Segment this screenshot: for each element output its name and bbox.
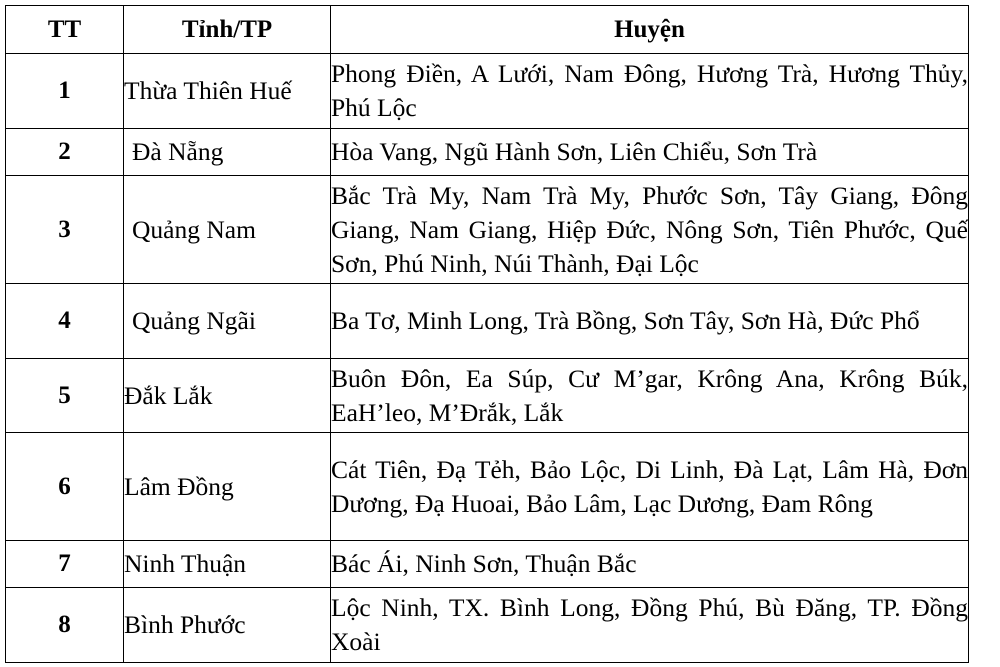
table-row (6, 433, 969, 541)
row-number: 4 (6, 284, 124, 359)
table-row (6, 284, 969, 359)
header-tt: TT (6, 6, 124, 54)
row-number: 7 (6, 541, 124, 588)
row-number: 6 (6, 433, 124, 541)
district-table (5, 5, 969, 663)
province-name: Đà Nẵng (124, 129, 331, 176)
table-row (6, 129, 969, 176)
row-number: 3 (6, 176, 124, 284)
header-district: Huyện (331, 6, 969, 54)
district-list: Buôn Đôn, Ea Súp, Cư M’gar, Krông Ana, Krông Búk, EaH’leo, M’Đrắk, Lắk (331, 359, 969, 433)
table-row (6, 54, 969, 129)
table-row (6, 359, 969, 433)
header-row (6, 6, 969, 54)
row-number: 8 (6, 588, 124, 663)
table-row (6, 176, 969, 284)
province-name: Bình Phước (124, 588, 331, 663)
province-name: Quảng Nam (124, 176, 331, 284)
table-row (6, 588, 969, 663)
district-list: Bác Ái, Ninh Sơn, Thuận Bắc (331, 541, 969, 588)
district-list: Phong Điền, A Lưới, Nam Đông, Hương Trà, Hương Thủy, Phú Lộc (331, 54, 969, 129)
province-name: Quảng Ngãi (124, 284, 331, 359)
district-list: Cát Tiên, Đạ Tẻh, Bảo Lộc, Di Linh, Đà Lạt, Lâm Hà, Đơn Dương, Đạ Huoai, Bảo Lâm, Lạc Dương, Đam Rông (331, 433, 969, 541)
district-list: Lộc Ninh, TX. Bình Long, Đồng Phú, Bù Đăng, TP. Đồng Xoài (331, 588, 969, 663)
district-list: Ba Tơ, Minh Long, Trà Bồng, Sơn Tây, Sơn Hà, Đức Phổ (331, 284, 969, 359)
district-list: Bắc Trà My, Nam Trà My, Phước Sơn, Tây Giang, Đông Giang, Nam Giang, Hiệp Đức, Nông Sơn, Tiên Phước, Quế Sơn, Phú Ninh, Núi Thành, Đại Lộc (331, 176, 969, 284)
province-name: Lâm Đồng (124, 433, 331, 541)
province-name: Ninh Thuận (124, 541, 331, 588)
district-list: Hòa Vang, Ngũ Hành Sơn, Liên Chiểu, Sơn Trà (331, 129, 969, 176)
province-name: Thừa Thiên Huế (124, 54, 331, 129)
row-number: 5 (6, 359, 124, 433)
header-province: Tỉnh/TP (124, 6, 331, 54)
row-number: 1 (6, 54, 124, 129)
table-row (6, 541, 969, 588)
province-name: Đắk Lắk (124, 359, 331, 433)
row-number: 2 (6, 129, 124, 176)
